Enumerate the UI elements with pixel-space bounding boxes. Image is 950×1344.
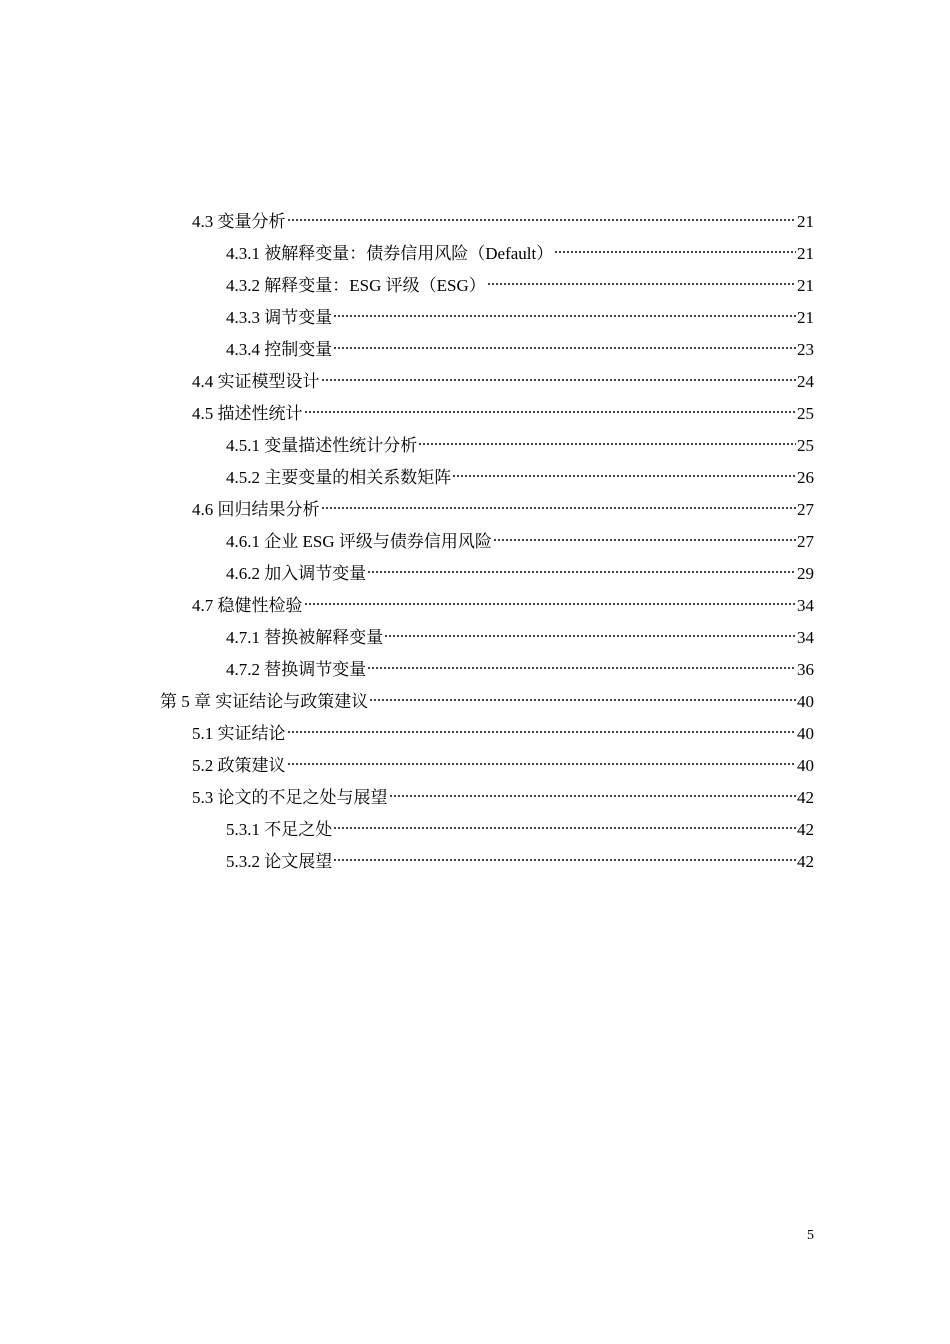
toc-dot-leader [333, 856, 796, 862]
toc-entry-title: 4.5 描述性统计 [192, 404, 303, 423]
toc-dot-leader [554, 248, 796, 254]
toc-dot-leader [493, 536, 796, 542]
toc-entry[interactable] [160, 590, 814, 622]
toc-entry-page-number: 21 [797, 244, 814, 263]
toc-entry-page-number: 24 [797, 372, 814, 391]
toc-entry[interactable] [160, 686, 814, 718]
toc-entry[interactable] [160, 782, 814, 814]
toc-dot-leader [452, 472, 796, 478]
toc-entry-page-number: 36 [797, 660, 814, 679]
toc-entry-page-number: 34 [797, 628, 814, 647]
toc-dot-leader [418, 440, 796, 446]
toc-entry-title: 4.4 实证模型设计 [192, 372, 320, 391]
toc-entry[interactable] [160, 206, 814, 238]
toc-entry[interactable] [160, 398, 814, 430]
toc-dot-leader [321, 504, 797, 510]
toc-entry[interactable] [160, 334, 814, 366]
toc-entry[interactable] [160, 270, 814, 302]
toc-entry-page-number: 21 [797, 308, 814, 327]
toc-entry-page-number: 21 [797, 212, 814, 231]
toc-entry-page-number: 26 [797, 468, 814, 487]
toc-entry-title: 5.3.1 不足之处 [226, 820, 333, 839]
toc-dot-leader [389, 792, 797, 798]
toc-entry-page-number: 23 [797, 340, 814, 359]
toc-entry-title: 4.7.1 替换被解释变量 [226, 628, 384, 647]
toc-entry-page-number: 40 [797, 756, 814, 775]
toc-entry-title: 4.3.2 解释变量：ESG 评级（ESG） [226, 276, 486, 295]
toc-entry-page-number: 29 [797, 564, 814, 583]
toc-entry-title: 4.3.4 控制变量 [226, 340, 333, 359]
toc-entry-page-number: 27 [797, 500, 814, 519]
toc-entry-page-number: 42 [797, 852, 814, 871]
toc-dot-leader [333, 344, 796, 350]
toc-dot-leader [384, 632, 796, 638]
toc-dot-leader [287, 216, 797, 222]
toc-entry-page-number: 40 [797, 724, 814, 743]
toc-dot-leader [333, 312, 796, 318]
toc-entry-title: 4.7.2 替换调节变量 [226, 660, 367, 679]
toc-entry-title: 第 5 章 实证结论与政策建议 [160, 692, 369, 711]
toc-entry-title: 5.3.2 论文展望 [226, 852, 333, 871]
toc-dot-leader [287, 728, 797, 734]
toc-entry-title: 4.3 变量分析 [192, 212, 286, 231]
toc-entry-title: 4.6.1 企业 ESG 评级与债券信用风险 [226, 532, 492, 551]
toc-entry-title: 5.3 论文的不足之处与展望 [192, 788, 388, 807]
table-of-contents [160, 206, 814, 878]
toc-entry-title: 4.3.3 调节变量 [226, 308, 333, 327]
toc-entry[interactable] [160, 494, 814, 526]
toc-entry[interactable] [160, 846, 814, 878]
toc-entry-page-number: 40 [797, 692, 814, 711]
toc-entry-page-number: 42 [797, 788, 814, 807]
toc-entry-title: 4.5.2 主要变量的相关系数矩阵 [226, 468, 452, 487]
toc-entry[interactable] [160, 238, 814, 270]
toc-entry[interactable] [160, 622, 814, 654]
toc-dot-leader [304, 600, 797, 606]
toc-dot-leader [333, 824, 796, 830]
toc-entry[interactable] [160, 366, 814, 398]
toc-entry-title: 4.3.1 被解释变量：债券信用风险（Default） [226, 244, 554, 263]
toc-entry[interactable] [160, 558, 814, 590]
toc-dot-leader [287, 760, 797, 766]
toc-entry[interactable] [160, 302, 814, 334]
toc-entry[interactable] [160, 654, 814, 686]
toc-entry-page-number: 27 [797, 532, 814, 551]
toc-entry-title: 4.6 回归结果分析 [192, 500, 320, 519]
toc-dot-leader [487, 280, 796, 286]
toc-entry[interactable] [160, 718, 814, 750]
toc-entry[interactable] [160, 814, 814, 846]
toc-entry[interactable] [160, 526, 814, 558]
toc-entry-title: 5.2 政策建议 [192, 756, 286, 775]
toc-entry-title: 4.6.2 加入调节变量 [226, 564, 367, 583]
toc-entry-page-number: 21 [797, 276, 814, 295]
toc-dot-leader [304, 408, 797, 414]
toc-entry-page-number: 42 [797, 820, 814, 839]
toc-dot-leader [321, 376, 797, 382]
toc-entry[interactable] [160, 750, 814, 782]
toc-dot-leader [367, 664, 796, 670]
toc-entry-page-number: 25 [797, 404, 814, 423]
page-number: 5 [807, 1228, 814, 1243]
toc-entry[interactable] [160, 430, 814, 462]
toc-entry-title: 4.7 稳健性检验 [192, 596, 303, 615]
toc-entry[interactable] [160, 462, 814, 494]
toc-dot-leader [367, 568, 796, 574]
toc-entry-page-number: 34 [797, 596, 814, 615]
toc-entry-title: 5.1 实证结论 [192, 724, 286, 743]
toc-entry-title: 4.5.1 变量描述性统计分析 [226, 436, 418, 455]
toc-dot-leader [369, 696, 796, 702]
toc-entry-page-number: 25 [797, 436, 814, 455]
